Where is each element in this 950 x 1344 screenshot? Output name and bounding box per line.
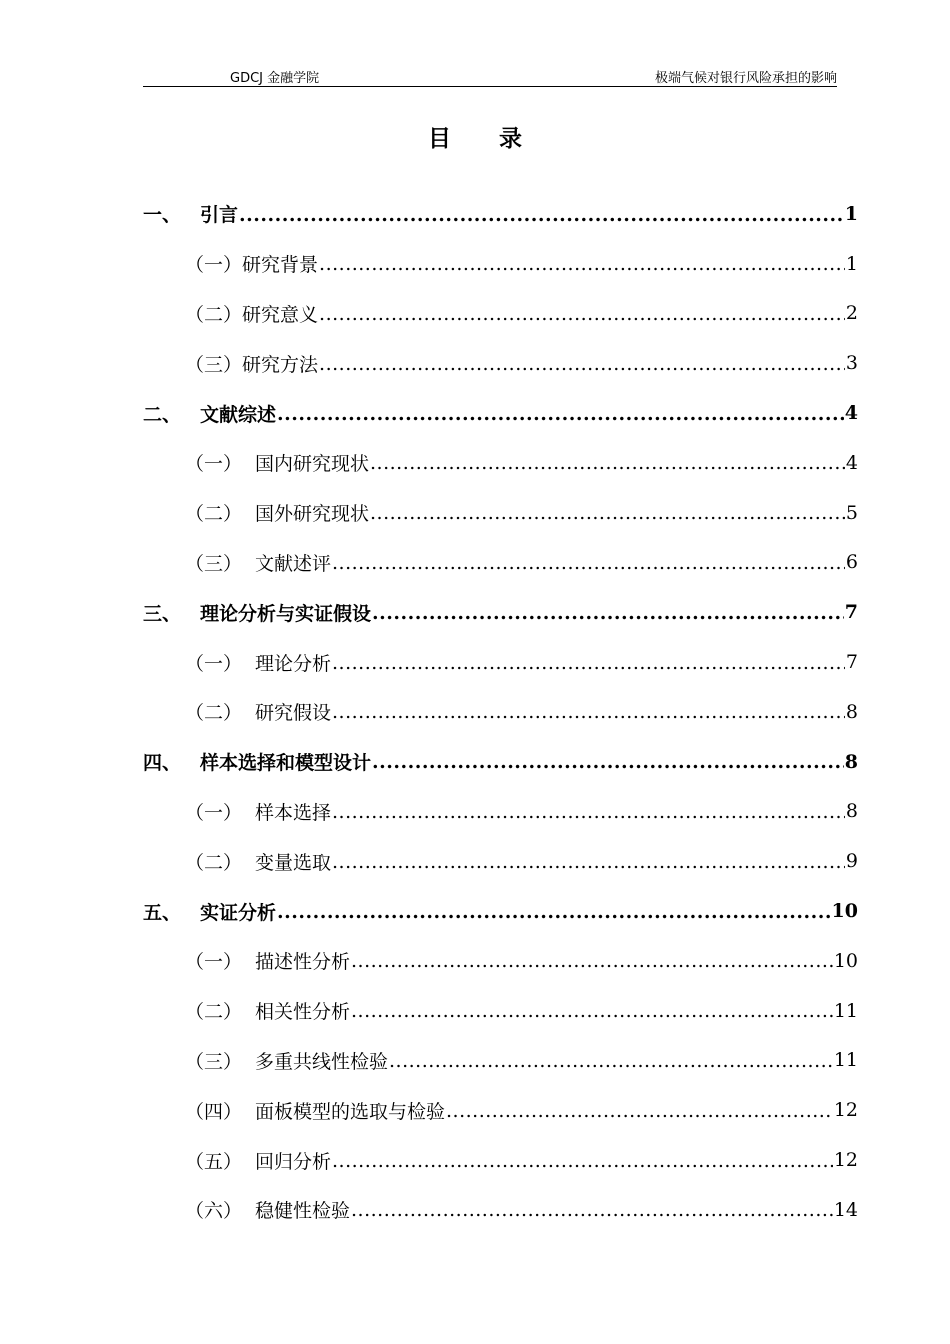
toc-entry-number: （三） xyxy=(185,1050,243,1073)
toc-entry-label: 稳健性检验 xyxy=(255,1200,351,1223)
toc-entry-number: （二） xyxy=(185,851,243,874)
toc-entry-number: （二） xyxy=(185,303,243,326)
toc-entry-section[interactable] xyxy=(143,538,858,588)
toc-entry-label: 实证分析 xyxy=(200,901,277,924)
toc-entry-section[interactable] xyxy=(143,836,858,886)
toc-entry-label: 研究意义 xyxy=(242,303,319,326)
toc-dot-leader xyxy=(277,901,831,924)
toc-entry-section[interactable] xyxy=(143,1085,858,1135)
toc-entry-page: 6 xyxy=(845,551,858,574)
toc-entry-section[interactable] xyxy=(143,289,858,339)
toc-entry-section[interactable] xyxy=(143,239,858,289)
toc-dot-leader xyxy=(370,452,845,475)
toc-dot-leader xyxy=(389,1050,833,1073)
toc-entry-label: 文献综述 xyxy=(200,403,277,426)
toc-dot-leader xyxy=(351,1199,833,1222)
toc-dot-leader xyxy=(372,751,844,774)
page-header xyxy=(143,64,837,87)
toc-entry-chapter[interactable] xyxy=(143,189,858,239)
toc-entry-page: 8 xyxy=(845,700,858,723)
toc-entry-page: 3 xyxy=(845,352,858,375)
toc-entry-section[interactable] xyxy=(143,1135,858,1185)
toc-entry-label: 文献述评 xyxy=(255,552,332,575)
toc-entry-chapter[interactable] xyxy=(143,886,858,936)
toc-entry-label: 变量选取 xyxy=(255,851,332,874)
toc-entry-section[interactable] xyxy=(143,338,858,388)
toc-title: 目录 xyxy=(428,125,570,152)
toc-entry-number: （二） xyxy=(185,702,243,725)
toc-entry-label: 理论分析 xyxy=(255,652,332,675)
toc-entry-label: 样本选择和模型设计 xyxy=(200,752,372,775)
toc-entry-page: 7 xyxy=(845,651,858,674)
toc-entry-section[interactable] xyxy=(143,1185,858,1235)
toc-entry-section[interactable] xyxy=(143,787,858,837)
toc-entry-number: （一） xyxy=(185,951,243,974)
toc-dot-leader xyxy=(332,801,845,824)
toc-entry-label: 相关性分析 xyxy=(255,1001,351,1024)
toc-entry-label: 研究方法 xyxy=(242,353,319,376)
toc-entry-page: 12 xyxy=(833,1149,858,1172)
toc-entry-number: （二） xyxy=(185,503,243,526)
toc-entry-page: 9 xyxy=(845,850,858,873)
toc-entry-number: 一、 xyxy=(143,204,182,227)
toc-entry-page: 14 xyxy=(833,1198,858,1221)
toc-entry-number: 三、 xyxy=(143,602,182,625)
toc-entry-label: 研究背景 xyxy=(242,254,319,277)
header-left-text: GDCJ 金融学院 xyxy=(230,71,320,86)
toc-entry-number: （三） xyxy=(185,552,243,575)
toc-entry-label: 理论分析与实证假设 xyxy=(200,602,372,625)
toc-entry-page: 11 xyxy=(833,1049,858,1072)
toc-dot-leader xyxy=(319,353,845,376)
toc-entry-number: （三） xyxy=(185,353,243,376)
toc-entry-number: 二、 xyxy=(143,403,182,426)
toc-entry-chapter[interactable] xyxy=(143,388,858,438)
toc-entry-number: （一） xyxy=(185,801,243,824)
toc-entry-number: （二） xyxy=(185,1001,243,1024)
toc-entry-section[interactable] xyxy=(143,687,858,737)
toc-dot-leader xyxy=(446,1100,833,1123)
toc-entry-page: 1 xyxy=(844,202,858,225)
toc-dot-leader xyxy=(370,502,845,525)
toc-entry-label: 国内研究现状 xyxy=(255,453,370,476)
toc-dot-leader xyxy=(351,950,833,973)
toc-entry-label: 面板模型的选取与检验 xyxy=(255,1100,446,1123)
toc-entry-section[interactable] xyxy=(143,438,858,488)
toc-entry-label: 多重共线性检验 xyxy=(255,1050,389,1073)
header-right-text: 极端气候对银行风险承担的影响 xyxy=(654,71,837,86)
toc-entry-page: 4 xyxy=(844,402,858,425)
toc-dot-leader xyxy=(332,701,845,724)
toc-entry-label: 样本选择 xyxy=(255,801,332,824)
toc-entry-page: 2 xyxy=(845,302,858,325)
toc-entry-page: 11 xyxy=(833,999,858,1022)
toc-entry-page: 4 xyxy=(845,451,858,474)
toc-dot-leader xyxy=(372,602,844,625)
toc-entry-page: 1 xyxy=(845,252,858,275)
toc-dot-leader xyxy=(332,851,845,874)
toc-entry-number: （一） xyxy=(185,254,243,277)
toc-entry-page: 8 xyxy=(844,750,858,773)
toc-entry-section[interactable] xyxy=(143,637,858,687)
toc-entry-label: 研究假设 xyxy=(255,702,332,725)
toc-entry-section[interactable] xyxy=(143,986,858,1036)
toc-dot-leader xyxy=(332,652,845,675)
toc-entry-number: 五、 xyxy=(143,901,182,924)
toc-entry-number: （五） xyxy=(185,1150,243,1173)
toc-entry-label: 回归分析 xyxy=(255,1150,332,1173)
toc-entry-page: 10 xyxy=(833,949,858,972)
toc-dot-leader xyxy=(351,1000,833,1023)
toc-dot-leader xyxy=(239,204,844,227)
toc-entry-number: （六） xyxy=(185,1200,243,1223)
toc-dot-leader xyxy=(319,253,845,276)
toc-entry-label: 引言 xyxy=(200,204,239,227)
toc-dot-leader xyxy=(332,1150,833,1173)
toc-entry-page: 7 xyxy=(844,601,858,624)
toc-entry-label: 国外研究现状 xyxy=(255,503,370,526)
toc-entry-chapter[interactable] xyxy=(143,737,858,787)
toc-entry-number: （一） xyxy=(185,453,243,476)
toc-entry-section[interactable] xyxy=(143,1036,858,1086)
toc-dot-leader xyxy=(277,403,844,426)
toc-entry-label: 描述性分析 xyxy=(255,951,351,974)
toc-entry-chapter[interactable] xyxy=(143,587,858,637)
toc-entry-page: 10 xyxy=(831,900,858,923)
toc-entry-number: （一） xyxy=(185,652,243,675)
toc-entry-page: 5 xyxy=(845,501,858,524)
toc-dot-leader xyxy=(319,303,845,326)
toc-entry-section[interactable] xyxy=(143,488,858,538)
toc-entry-section[interactable] xyxy=(143,936,858,986)
toc-entry-number: （四） xyxy=(185,1100,243,1123)
toc-entry-page: 12 xyxy=(833,1099,858,1122)
table-of-contents xyxy=(143,189,858,1235)
toc-dot-leader xyxy=(332,552,845,575)
toc-entry-number: 四、 xyxy=(143,752,182,775)
toc-entry-page: 8 xyxy=(845,800,858,823)
